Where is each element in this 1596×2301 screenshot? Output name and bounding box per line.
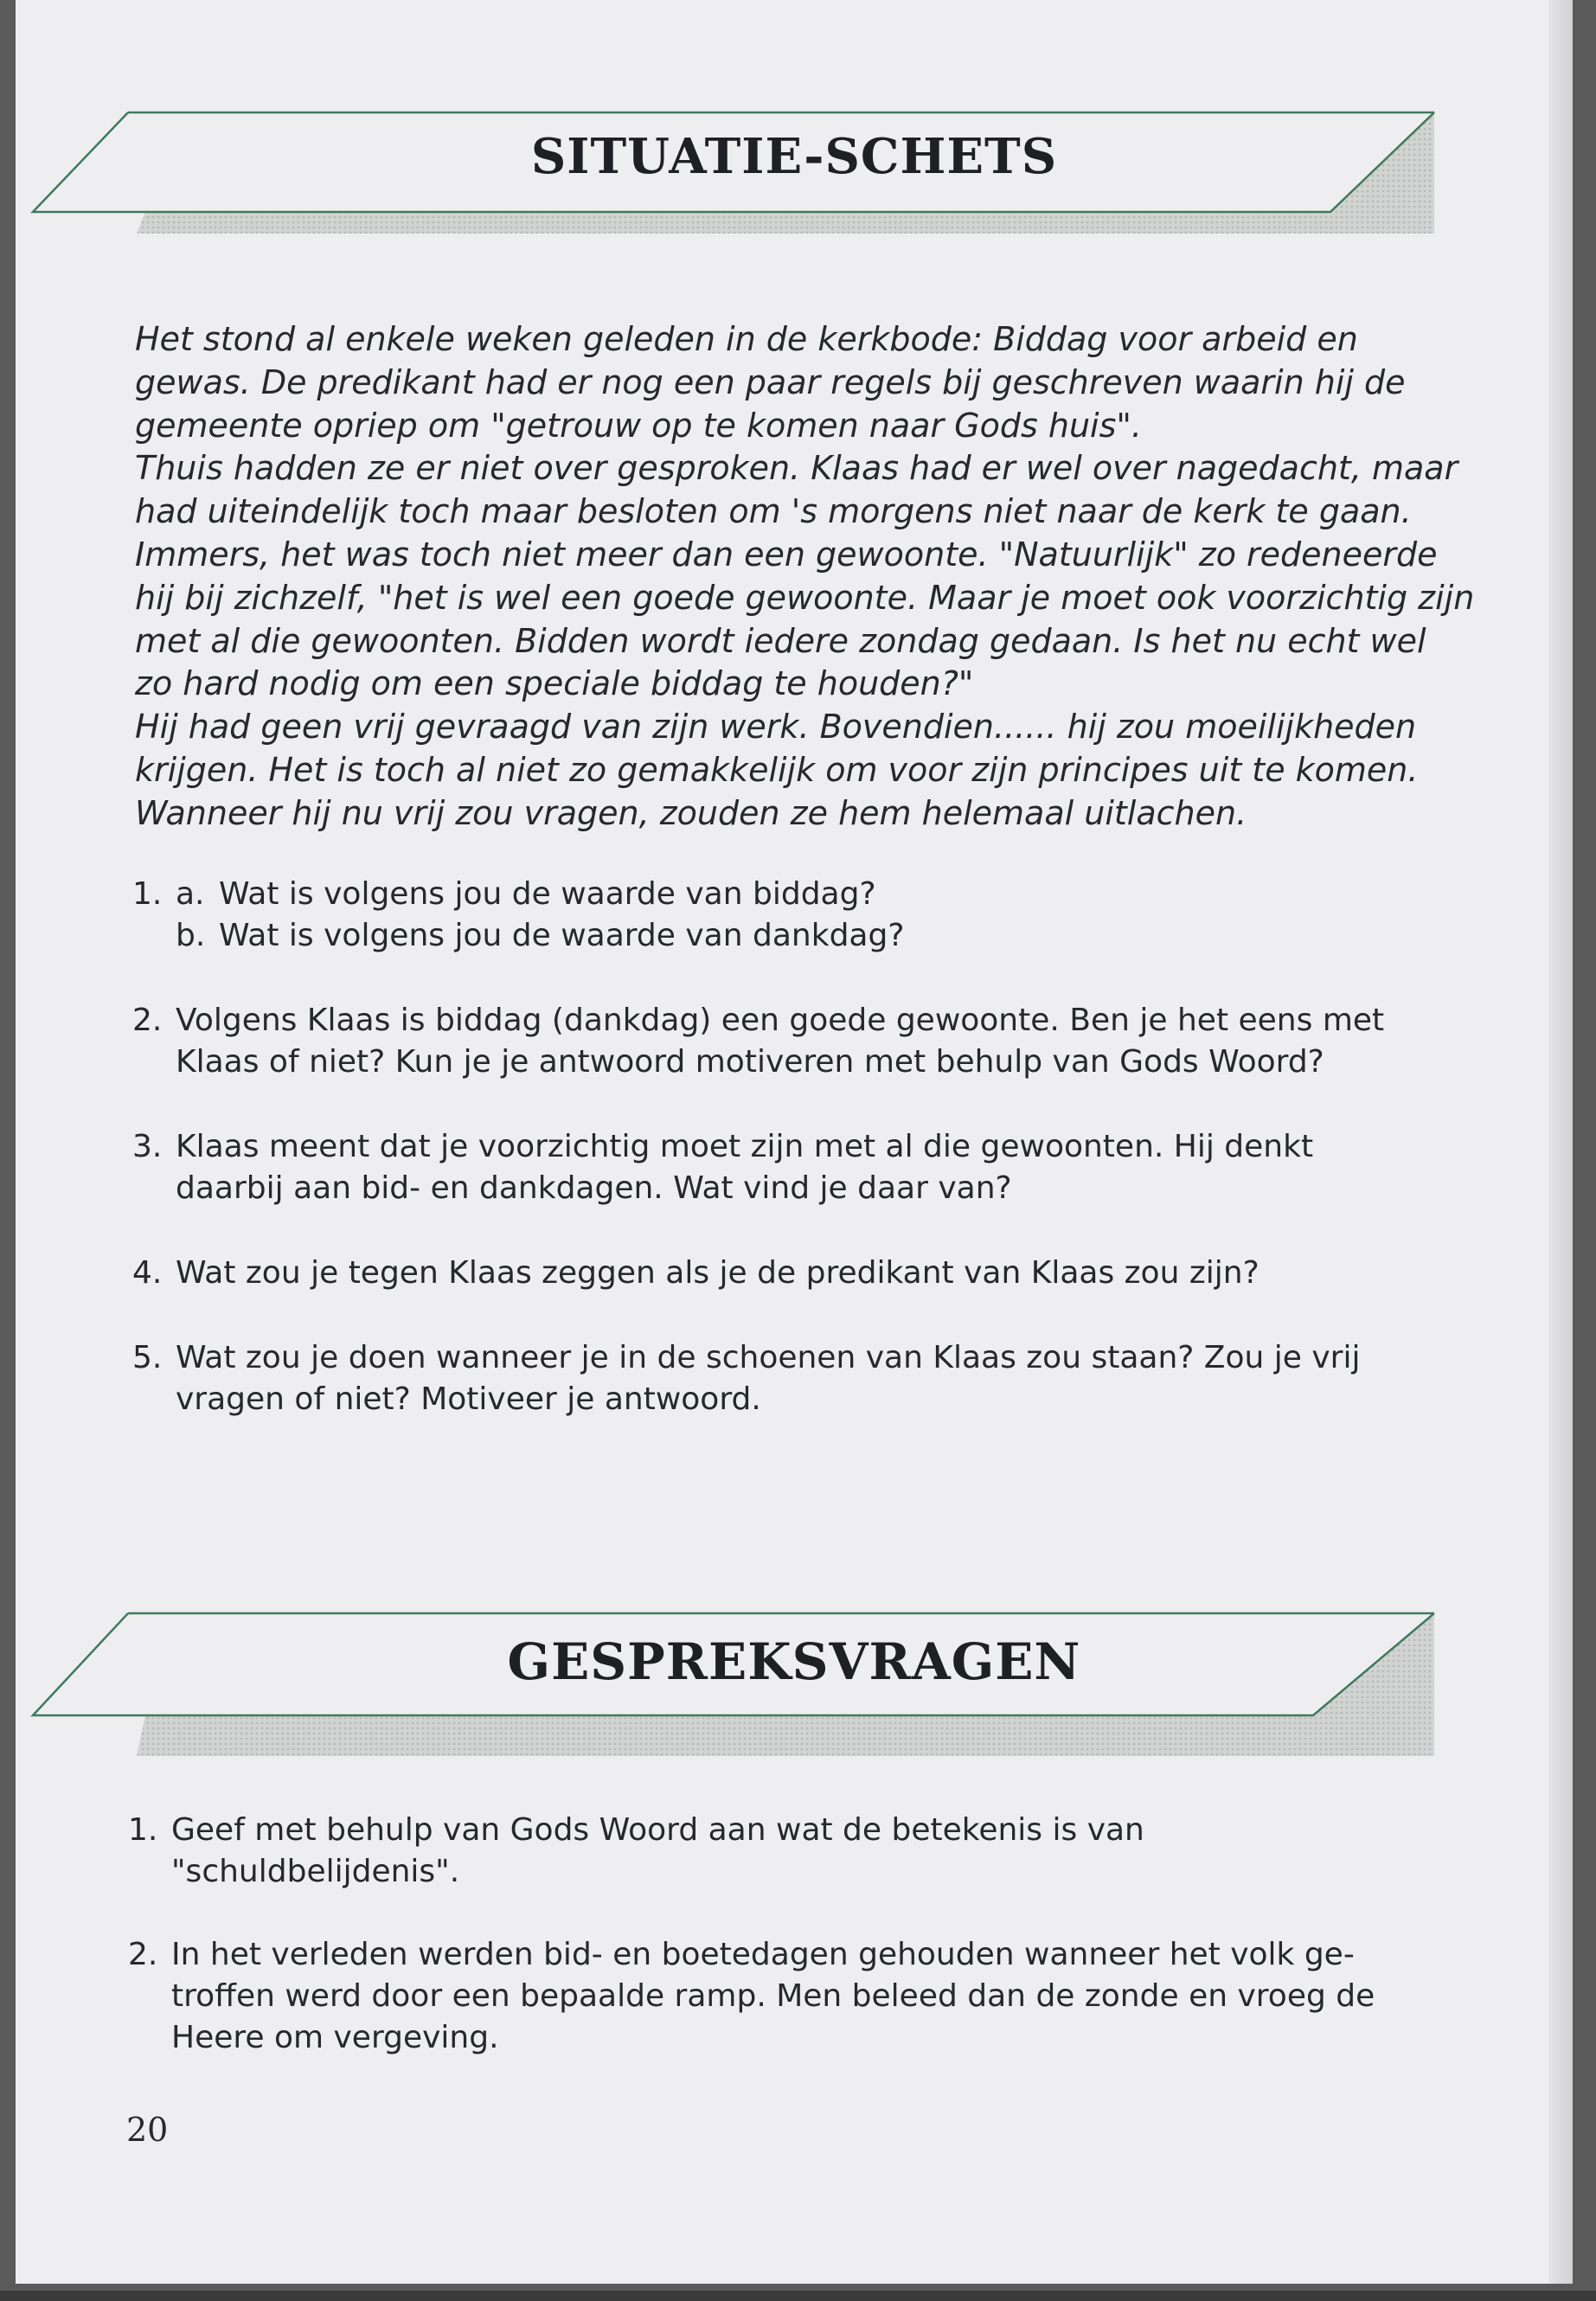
question-line: In het verleden werden bid- en boetedagen gehouden wanneer het volk ge- [171,1937,1355,1972]
question-line: troffen werd door een bepaalde ramp. Men beleed dan de zonde en vroeg de [171,1978,1375,2014]
situatie-header-frame [16,95,1573,277]
question-line: vragen of niet? Motiveer je antwoord. [176,1381,761,1417]
story-line: Het stond al enkele weken geleden in de kerkbode: Biddag voor arbeid en [135,320,1358,358]
question-number: 2. [132,1003,163,1038]
question-item [128,1810,1477,1893]
story-line: krijgen. Het is toch al niet zo gemakkelijk om voor zijn principes uit te komen. [135,750,1419,789]
sub-question [176,915,1482,957]
question-line: Klaas of niet? Kun je je antwoord motiveren met behulp van Gods Woord? [176,1044,1324,1080]
page-number: 20 [126,2111,169,2149]
question-number: 1. [128,1812,158,1848]
situatie-story [135,318,1484,836]
story-line: zo hard nodig om een speciale biddag te houden?" [135,664,974,703]
gespreks-title: GESPREKSVRAGEN [507,1632,1081,1691]
situatie-questions [132,874,1482,1420]
story-line: Hij had geen vrij gevraagd van zijn werk. Bovendien...... hij zou moeilijkheden [135,708,1417,747]
question-item [132,1000,1482,1083]
question-number: 3. [132,1129,163,1164]
question-item [132,1337,1482,1420]
gespreks-questions [128,1810,1477,2059]
document-page [16,0,1573,2284]
question-line: Klaas meent dat je voorzichtig moet zijn met al die gewoonten. Hij denkt [176,1129,1314,1164]
story-line: gewas. De predikant had er nog een paar regels bij geschreven waarin hij de [135,362,1406,401]
question-line: "schuldbelijdenis". [171,1854,460,1889]
story-line: met al die gewoonten. Bidden wordt iedere zondag gedaan. Is het nu echt wel [135,621,1426,660]
question-number: 4. [132,1255,163,1291]
sub-question-text: Wat is volgens jou de waarde van biddag? [219,876,876,912]
story-line: Thuis hadden ze er niet over gesproken. Klaas had er wel over nagedacht, maar [135,449,1458,488]
question-line: Geef met behulp van Gods Woord aan wat de betekenis is van [171,1812,1144,1848]
gespreks-header [16,1596,1573,1778]
question-line: Wat zou je tegen Klaas zeggen als je de predikant van Klaas zou zijn? [176,1255,1259,1291]
question-item [132,1253,1482,1294]
story-line: hij bij zichzelf, "het is wel een goede gewoonte. Maar je moet ook voorzichtig zijn [135,578,1475,617]
page-edge-shadow [1548,0,1573,2284]
question-line: Wat zou je doen wanneer je in de schoenen van Klaas zou staan? Zou je vrij [176,1340,1361,1375]
question-line: Volgens Klaas is biddag (dankdag) een goede gewoonte. Ben je het eens met [176,1003,1385,1038]
sub-question-letter: b. [176,918,206,953]
sub-question-text: Wat is volgens jou de waarde van dankdag? [219,918,905,953]
question-number: 2. [128,1937,158,1972]
situatie-title: SITUATIE-SCHETS [530,128,1058,185]
story-line: Wanneer hij nu vrij zou vragen, zouden ze hem helemaal uitlachen. [135,793,1247,832]
story-line: had uiteindelijk toch maar besloten om 's morgens niet naar de kerk te gaan. [135,492,1412,531]
story-line: Immers, het was toch niet meer dan een gewoonte. "Natuurlijk" zo redeneerde [135,535,1438,574]
question-item [132,1126,1482,1209]
question-item [132,874,1482,957]
sub-question [176,874,1482,915]
question-number: 5. [132,1340,163,1375]
question-line: Heere om vergeving. [171,2020,499,2055]
question-number: 1. [132,876,163,912]
question-line: daarbij aan bid- en dankdagen. Wat vind je daar van? [176,1170,1012,1206]
sub-question-letter: a. [176,876,205,912]
bottom-edge [0,2291,1596,2301]
story-line: gemeente opriep om "getrouw op te komen naar Gods huis". [135,406,1142,445]
question-item [128,1934,1477,2059]
situatie-header [16,95,1573,277]
